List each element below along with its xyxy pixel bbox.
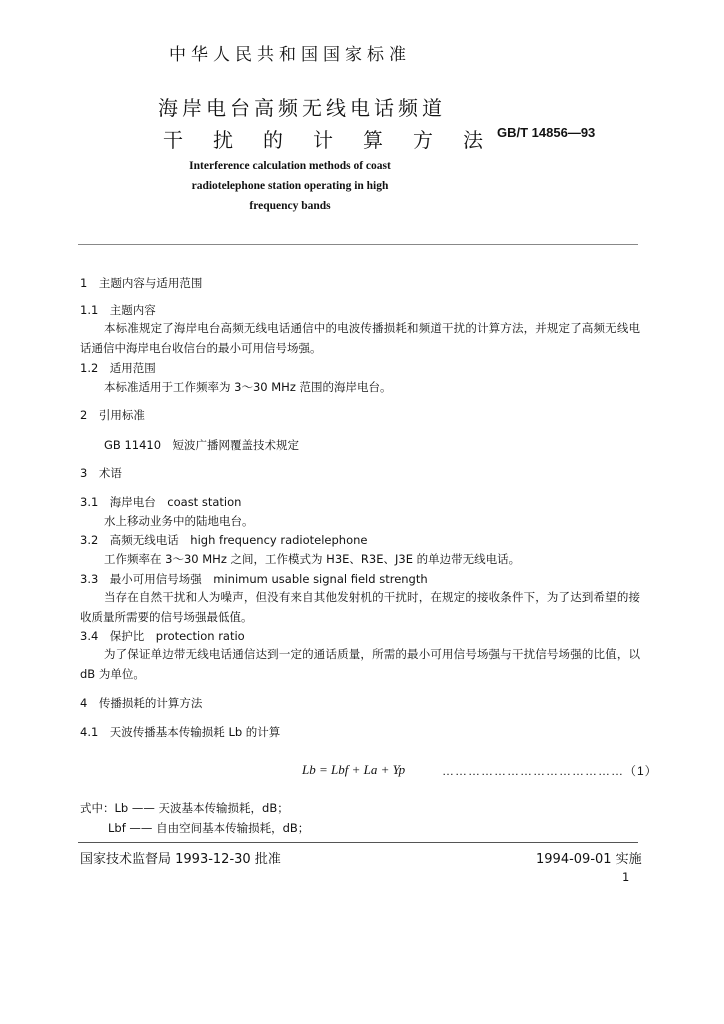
- section-4-1-heading: 4.1 天波传播基本传输损耗 Lb 的计算: [80, 725, 281, 739]
- equation-1-number: ……………………………………（1）: [442, 764, 658, 778]
- where-clause-2: Lbf —— 自由空间基本传输损耗，dB；: [108, 821, 310, 835]
- where-clause-1: 式中：Lb —— 天波基本传输损耗，dB；: [80, 801, 289, 815]
- section-1-1-heading: 1.1 主题内容: [80, 303, 156, 317]
- english-title-line3: frequency bands: [249, 200, 331, 212]
- document-title-line1: 海岸电台高频无线电话频道: [158, 96, 446, 120]
- term-3-1-definition: 水上移动业务中的陆地电台。: [104, 514, 254, 528]
- standard-code: GB/T 14856—93: [497, 125, 596, 140]
- section-1-1-text: 本标准规定了海岸电台高频无线电话通信中的电波传播损耗和频道干扰的计算方法，并规定了高频无线电话通信中海岸电台收信台的最小可用信号场强。: [80, 321, 640, 355]
- term-3-3-definition: 当存在自然干扰和人为噪声，但没有来自其他发射机的干扰时，在规定的接收条件下，为了达到希望的接收质量所需要的信号场强最低值。: [80, 590, 640, 624]
- term-3-3-heading: 3.3 最小可用信号场强 minimum usable signal field strength: [80, 572, 428, 586]
- page-number: 1: [622, 870, 630, 884]
- equation-1: Lb = Lbf + La + Yp: [302, 762, 406, 777]
- term-3-4-definition: 为了保证单边带无线电话通信达到一定的通话质量，所需的最小可用信号场强与干扰信号场强的比值，以 dB 为单位。: [80, 647, 640, 681]
- header-divider: [78, 244, 638, 245]
- term-3-1-heading: 3.1 海岸电台 coast station: [80, 495, 242, 509]
- section-4-heading: 4 传播损耗的计算方法: [80, 696, 203, 710]
- english-title-line2: radiotelephone station operating in high: [191, 180, 389, 192]
- section-1-heading: 1 主题内容与适用范围: [80, 276, 203, 290]
- referenced-standard: GB 11410 短波广播网覆盖技术规定: [104, 438, 300, 452]
- section-2-heading: 2 引用标准: [80, 408, 145, 422]
- footer-divider: [78, 842, 638, 843]
- issuing-org-heading: 中华人民共和国国家标准: [169, 45, 411, 65]
- term-3-4-heading: 3.4 保护比 protection ratio: [80, 629, 245, 643]
- section-1-2-text: 本标准适用于工作频率为 3～30 MHz 范围的海岸电台。: [104, 380, 392, 394]
- term-3-2-definition: 工作频率在 3～30 MHz 之间，工作模式为 H3E、R3E、J3E 的单边带无线电话。: [104, 552, 521, 566]
- implementation-date: 1994-09-01 实施: [536, 852, 642, 867]
- document-title-line2: 干扰的计算方法: [163, 128, 513, 152]
- approval-note: 国家技术监督局 1993-12-30 批准: [80, 852, 281, 867]
- term-3-2-heading: 3.2 高频无线电话 high frequency radiotelephone: [80, 533, 368, 547]
- english-title-line1: Interference calculation methods of coast: [189, 160, 391, 172]
- section-3-heading: 3 术语: [80, 466, 122, 480]
- section-1-2-heading: 1.2 适用范围: [80, 361, 156, 375]
